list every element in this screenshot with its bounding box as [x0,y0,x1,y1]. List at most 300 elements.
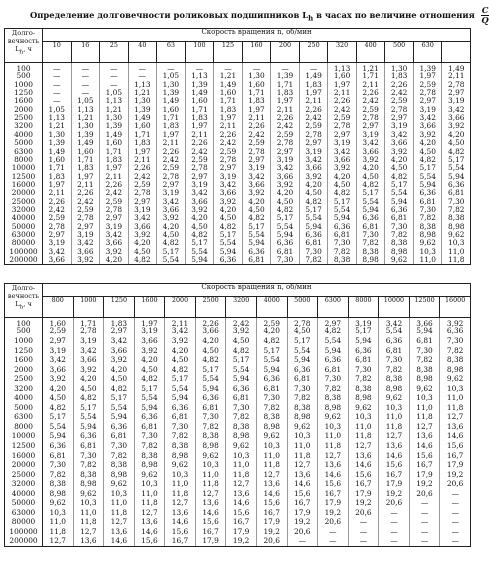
ratio-cell: — [71,89,100,97]
ratio-cell: 1,21 [100,106,129,114]
ratio-cell: — [379,509,410,519]
ratio-cell: 5,17 [442,156,471,164]
ratio-cell: 19,2 [440,471,471,481]
ratio-cell: 4,50 [104,375,135,385]
ratio-cell: 2,97 [157,181,186,189]
ratio-cell: 1,97 [271,97,300,105]
ratio-cell: 3,92 [71,256,100,264]
ratio-cell: 13,6 [195,499,226,509]
ratio-cell: 2,97 [104,327,135,337]
ratio-cell: 1,21 [43,122,72,130]
ratio-cell: 1,39 [271,72,300,80]
ratio-cell: 8,98 [195,442,226,452]
ratio-cell: — [71,81,100,89]
ratio-cell: 3,42 [379,318,410,328]
ratio-cell: 4,50 [271,198,300,206]
ratio-cell: 3,42 [385,131,414,139]
ratio-cell: 4,20 [100,256,129,264]
durability-column-header [5,29,43,63]
durability-value: 1600 [5,356,43,366]
ratio-cell: 1,71 [271,81,300,89]
ratio-cell: 7,82 [328,248,357,256]
ratio-cell: 11,8 [287,452,318,462]
ratio-cell: 1,30 [157,81,186,89]
ratio-cell: 11,8 [73,518,104,528]
ratio-cell: 2,26 [195,318,226,328]
ratio-cell: 16,7 [256,509,287,519]
ratio-cell: 5,17 [214,231,243,239]
ratio-cell: 6,81 [318,366,349,376]
ratio-cell: 5,94 [318,347,349,357]
ratio-cell: 17,9 [348,490,379,500]
ratio-cell: 2,97 [318,318,349,328]
ratio-cell: 1,13 [100,97,129,105]
ratio-cell: 5,54 [43,423,74,433]
ratio-cell: 1,49 [185,89,214,97]
ratio-cell: 2,42 [128,173,157,181]
ratio-cell: 2,78 [385,106,414,114]
ratio-cell: 10,3 [409,394,440,404]
ratio-cell: — [440,518,471,528]
ratio-cell: 9,62 [165,461,196,471]
ratio-cell: 10,3 [165,471,196,481]
ratio-cell: 9,62 [440,375,471,385]
ratio-cell: 6,36 [287,366,318,376]
ratio-cell: 2,59 [100,198,129,206]
ratio-cell: 3,92 [134,347,165,357]
ratio-cell: 5,17 [73,404,104,414]
ratio-cell: 3,42 [157,198,186,206]
ratio-cell: 1,13 [328,63,357,73]
ratio-cell: 3,42 [356,139,385,147]
ratio-cell: 3,42 [214,181,243,189]
speed-value-header: 200 [271,42,300,63]
ratio-cell: 6,36 [73,432,104,442]
ratio-cell: 2,11 [71,181,100,189]
durability-value: 200000 [5,256,43,264]
ratio-cell: 10,3 [287,432,318,442]
ratio-cell: 5,17 [185,239,214,247]
ratio-cell: 2,78 [442,81,471,89]
ratio-cell: 5,94 [413,181,442,189]
ratio-cell: 5,54 [442,164,471,172]
ratio-cell: 6,81 [409,337,440,347]
ratio-cell: 11,0 [134,490,165,500]
ratio-cell: 8,38 [409,366,440,376]
ratio-cell: 7,30 [413,206,442,214]
ratio-cell: 2,59 [71,206,100,214]
ratio-cell: 11,8 [348,432,379,442]
durability-value: 40000 [5,214,43,222]
ratio-cell: 2,59 [214,148,243,156]
ratio-cell: 2,42 [100,189,129,197]
ratio-cell: 5,94 [214,248,243,256]
ratio-cell: 4,20 [299,181,328,189]
ratio-cell: 17,9 [409,471,440,481]
ratio-cell: 3,66 [271,173,300,181]
ratio-cell: 10,3 [318,423,349,433]
ratio-cell: 5,54 [73,413,104,423]
ratio-cell: 13,6 [104,528,135,538]
ratio-cell: — [128,63,157,73]
ratio-cell: — [409,537,440,547]
speed-value-header: 3200 [226,297,257,318]
ratio-cell: 1,71 [242,89,271,97]
ratio-cell: 14,6 [379,452,410,462]
ratio-cell: 7,82 [413,214,442,222]
ratio-cell: 6,36 [413,189,442,197]
ratio-cell: 3,42 [43,248,72,256]
ratio-cell: 1,83 [385,72,414,80]
table-body [5,63,471,265]
ratio-cell: 15,6 [134,537,165,547]
ratio-cell: 12,7 [318,452,349,462]
ratio-cell: 5,54 [256,356,287,366]
corner-suffix: , ч [23,300,32,308]
ratio-cell: 4,50 [43,394,74,404]
table-row [5,256,471,264]
durability-value: 5000 [5,139,43,147]
ratio-cell: 4,50 [226,337,257,347]
ratio-cell: 5,54 [299,214,328,222]
ratio-cell: 3,66 [43,256,72,264]
ratio-cell: 2,42 [157,156,186,164]
durability-table-high-speed [4,283,471,547]
ratio-cell: 10,3 [348,413,379,423]
ratio-cell: 1,97 [100,164,129,172]
durability-value: 25000 [5,471,43,481]
ratio-cell: 11,0 [104,499,135,509]
ratio-cell: 3,66 [71,248,100,256]
ratio-cell: 6,36 [328,223,357,231]
ratio-cell: 5,94 [73,423,104,433]
ratio-cell: 15,6 [348,471,379,481]
ratio-cell: 6,36 [195,394,226,404]
ratio-cell: 5,94 [43,432,74,442]
ratio-cell: 5,94 [299,223,328,231]
ratio-cell: 4,20 [157,223,186,231]
ratio-cell: 2,42 [242,131,271,139]
ratio-cell: 2,59 [185,156,214,164]
ratio-cell: 7,82 [195,423,226,433]
ratio-cell: 6,36 [165,404,196,414]
ratio-cell: 7,82 [356,239,385,247]
ratio-cell: 4,20 [385,156,414,164]
ratio-cell: 2,11 [299,97,328,105]
speed-value-header: 16 [71,42,100,63]
title-subscript: h [308,13,314,23]
ratio-cell: 1,83 [242,97,271,105]
ratio-cell: 3,19 [185,181,214,189]
ratio-cell: 3,19 [73,337,104,347]
ratio-cell: 7,30 [134,432,165,442]
ratio-cell: 5,17 [104,394,135,404]
ratio-cell: 1,60 [71,148,100,156]
ratio-cell: 3,42 [73,347,104,357]
ratio-cell: 12,7 [287,461,318,471]
ratio-cell: 8,38 [256,413,287,423]
speed-value-header: 4000 [256,297,287,318]
ratio-cell: 2,78 [43,223,72,231]
ratio-cell: 4,20 [165,347,196,357]
ratio-cell: 11,0 [256,452,287,462]
ratio-cell: 2,97 [442,89,471,97]
ratio-cell: 13,6 [73,537,104,547]
ratio-cell: 15,6 [409,452,440,462]
ratio-cell: 12,7 [409,423,440,433]
ratio-cell: 7,82 [73,461,104,471]
ratio-cell: 2,42 [385,89,414,97]
ratio-cell: 4,82 [165,366,196,376]
speed-value-header: 2500 [195,297,226,318]
ratio-cell: 11,0 [440,394,471,404]
ratio-cell: 6,81 [226,394,257,404]
ratio-cell: 2,97 [71,223,100,231]
ratio-cell: 2,11 [157,139,186,147]
ratio-cell: 17,9 [287,509,318,519]
ratio-cell: 4,82 [271,206,300,214]
ratio-cell: 4,20 [195,337,226,347]
ratio-cell: 8,38 [287,404,318,414]
ratio-cell: 6,36 [242,248,271,256]
ratio-cell: 7,82 [43,471,74,481]
ratio-cell: 13,6 [256,480,287,490]
ratio-cell: 2,26 [385,81,414,89]
ratio-cell: 5,54 [356,198,385,206]
durability-value: 8000 [5,423,43,433]
ratio-cell: 1,97 [128,148,157,156]
ratio-cell: — [348,537,379,547]
ratio-cell: 5,17 [348,327,379,337]
ratio-cell: 1,39 [128,106,157,114]
ratio-cell: 8,38 [379,375,410,385]
ratio-cell: 5,17 [43,413,74,423]
speed-value-header: 1250 [104,297,135,318]
speed-value-header: 63 [157,42,186,63]
ratio-cell: 1,83 [214,106,243,114]
ratio-cell: 1,21 [214,72,243,80]
ratio-cell: 2,78 [214,156,243,164]
ratio-cell: 7,82 [440,347,471,357]
ratio-cell: 2,26 [271,114,300,122]
ratio-cell: — [100,81,129,89]
ratio-cell: 13,6 [165,509,196,519]
ratio-cell: 2,11 [214,122,243,130]
ratio-cell: 4,82 [185,231,214,239]
ratio-cell: 13,6 [287,471,318,481]
ratio-cell: 6,36 [214,256,243,264]
ratio-cell: 8,38 [73,471,104,481]
durability-value: 8000 [5,156,43,164]
ratio-cell: 20,6 [440,480,471,490]
ratio-cell: 19,2 [287,518,318,528]
ratio-cell: 7,30 [328,239,357,247]
ratio-cell: 7,30 [165,423,196,433]
durability-value: 63000 [5,231,43,239]
ratio-cell: 6,81 [287,375,318,385]
ratio-cell: 3,66 [413,122,442,130]
ratio-cell: — [379,528,410,538]
durability-value: 80000 [5,518,43,528]
ratio-cell: 11,0 [442,248,471,256]
ratio-cell: 11,0 [409,404,440,414]
ratio-cell: 5,17 [195,366,226,376]
ratio-cell: 3,92 [43,375,74,385]
ratio-cell: 1,71 [214,97,243,105]
ratio-cell: 9,62 [256,432,287,442]
ratio-cell: 10,3 [442,239,471,247]
ratio-cell: 9,62 [385,256,414,264]
ratio-cell: 2,78 [287,318,318,328]
ratio-cell: 3,92 [442,122,471,130]
ratio-cell: 7,30 [348,366,379,376]
ratio-cell: 9,62 [134,471,165,481]
ratio-cell: 7,30 [287,385,318,395]
ratio-cell: 11,8 [379,423,410,433]
ratio-cell: 4,20 [256,327,287,337]
ratio-cell: 8,38 [43,480,74,490]
ratio-cell: 6,36 [379,337,410,347]
ratio-cell: 7,30 [73,452,104,462]
ratio-cell: 2,26 [43,198,72,206]
ratio-cell: 10,3 [440,385,471,395]
ratio-cell: 8,98 [440,366,471,376]
ratio-cell: 3,42 [413,114,442,122]
ratio-cell: 7,30 [379,356,410,366]
speed-header: Скорость вращения n, об/мин [43,284,471,297]
ratio-cell: 2,11 [185,131,214,139]
ratio-cell: — [100,72,129,80]
ratio-cell: 13,6 [409,432,440,442]
ratio-cell: 2,11 [165,318,196,328]
ratio-cell: 2,59 [256,318,287,328]
ratio-cell: — [348,518,379,528]
ratio-cell: 2,11 [128,156,157,164]
ratio-cell: 13,6 [440,423,471,433]
ratio-cell: 1,83 [271,89,300,97]
ratio-cell: 2,11 [328,89,357,97]
page-title [30,4,489,26]
ratio-cell: 14,6 [165,518,196,528]
ratio-cell: 9,62 [409,385,440,395]
ratio-cell: 4,82 [242,214,271,222]
ratio-cell: 11,0 [226,461,257,471]
ratio-cell: 6,36 [256,375,287,385]
ratio-cell: — [409,509,440,519]
ratio-cell: 2,42 [43,206,72,214]
ratio-cell: 2,97 [413,97,442,105]
ratio-cell: 7,30 [226,404,257,414]
ratio-cell: 3,66 [299,164,328,172]
ratio-cell: 19,2 [379,490,410,500]
ratio-cell: 7,30 [256,394,287,404]
ratio-cell: 9,62 [226,442,257,452]
ratio-cell: 1,30 [71,122,100,130]
durability-value: 6300 [5,148,43,156]
ratio-cell: 5,94 [226,375,257,385]
ratio-cell: 6,81 [328,231,357,239]
speed-value-header: 1600 [134,297,165,318]
ratio-cell: — [379,518,410,528]
ratio-cell: 6,81 [379,347,410,357]
ratio-cell: 8,38 [328,256,357,264]
ratio-cell: 11,0 [379,413,410,423]
ratio-cell: 1,60 [328,72,357,80]
ratio-cell: — [379,537,410,547]
ratio-cell: 5,54 [318,337,349,347]
ratio-cell: 3,66 [242,181,271,189]
ratio-cell: 5,17 [256,347,287,357]
ratio-cell: 12,7 [43,537,74,547]
ratio-cell: 4,50 [413,148,442,156]
ratio-cell: 2,59 [271,131,300,139]
ratio-cell: 8,38 [356,248,385,256]
ratio-cell: 4,82 [214,223,243,231]
ratio-cell: — [440,509,471,519]
durability-value: 2000 [5,106,43,114]
durability-value: 100000 [5,528,43,538]
ratio-cell: 4,82 [226,347,257,357]
ratio-cell: 3,42 [328,148,357,156]
ratio-cell: 2,26 [100,181,129,189]
ratio-cell: 8,38 [165,442,196,452]
corner-suffix: , ч [23,45,32,53]
ratio-cell: 4,82 [442,148,471,156]
ratio-cell: 4,20 [104,366,135,376]
ratio-cell: 2,59 [299,122,328,130]
ratio-cell: 1,49 [442,63,471,73]
ratio-cell: 3,19 [348,318,379,328]
durability-value: 12500 [5,173,43,181]
ratio-cell: 5,17 [287,337,318,347]
ratio-cell: 16,7 [226,518,257,528]
ratio-cell: 2,78 [356,114,385,122]
ratio-cell: 11,8 [409,413,440,423]
ratio-cell: 6,81 [356,223,385,231]
ratio-cell: — [242,63,271,73]
ratio-cell: 2,78 [242,148,271,156]
ratio-cell: 15,6 [440,442,471,452]
speed-value-header: 6300 [318,297,349,318]
ratio-cell: 6,36 [440,327,471,337]
ratio-cell: 2,26 [214,131,243,139]
ratio-cell: 16,7 [318,490,349,500]
ratio-cell: 7,82 [134,442,165,452]
durability-column-header [5,284,43,318]
ratio-cell: 2,26 [299,106,328,114]
ratio-cell: 5,54 [287,347,318,357]
ratio-cell: 5,17 [134,385,165,395]
ratio-cell: 1,97 [43,181,72,189]
ratio-cell: 3,92 [157,214,186,222]
ratio-cell: 11,0 [287,442,318,452]
ratio-cell: 11,8 [442,256,471,264]
ratio-cell: 2,97 [100,214,129,222]
ratio-cell: 8,98 [413,231,442,239]
ratio-cell: 3,92 [385,148,414,156]
ratio-cell: 7,30 [385,223,414,231]
ratio-cell: 5,54 [242,231,271,239]
ratio-cell: 2,78 [100,206,129,214]
ratio-cell: 6,36 [318,356,349,366]
durability-value: 1000 [5,337,43,347]
ratio-cell: — [348,528,379,538]
ratio-cell: 5,94 [442,173,471,181]
durability-table-low-speed [4,28,471,265]
ratio-cell: 1,97 [214,114,243,122]
durability-value: 2000 [5,366,43,376]
ratio-cell: 3,19 [299,148,328,156]
